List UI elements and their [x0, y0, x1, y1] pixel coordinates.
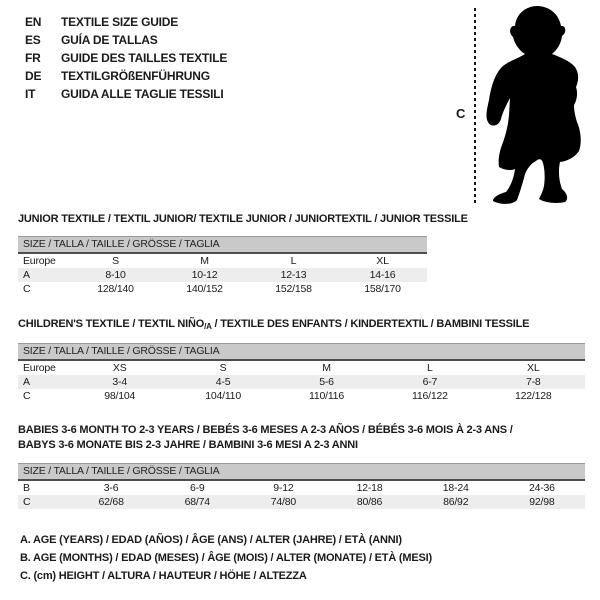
row-label: C	[23, 496, 31, 508]
language-code: ES	[25, 33, 41, 47]
title-line-2: BABYS 3-6 MONATE BIS 2-3 JAHRE / BAMBINI 3-6 MESI A 2-3 ANNI	[18, 438, 358, 451]
cell: 92/98	[529, 496, 555, 508]
footnote-b: B. AGE (MONTHS) / EDAD (MESES) / ÂGE (MOIS) / ALTER (MONATE) / ETÀ (MESI)	[20, 552, 432, 564]
footnote-c: C. (cm) HEIGHT / ALTURA / HAUTEUR / HÖHE / ALTEZZA	[20, 570, 307, 582]
cell: 128/140	[97, 283, 134, 295]
cell: 3-6	[103, 482, 119, 494]
cell: 80/86	[356, 496, 383, 508]
cell: 5-6	[319, 376, 334, 388]
cell: 12-18	[356, 482, 383, 494]
table-header-row	[18, 254, 427, 268]
children-size-table	[18, 343, 585, 403]
cell: 158/170	[364, 283, 401, 295]
row-label: A	[23, 269, 30, 281]
title-suffix: / TEXTILE DES ENFANTS / KINDERTEXTIL / BAMBINI TESSILE	[211, 318, 530, 330]
language-title: GUÍA DE TALLAS	[61, 33, 158, 47]
language-row-es	[25, 31, 227, 49]
table-row	[18, 495, 585, 509]
table-row	[18, 375, 585, 389]
title-prefix: CHILDREN'S TEXTILE / TEXTIL NIÑO	[18, 318, 205, 330]
col-header: S	[219, 362, 227, 374]
cell: 7-8	[525, 376, 541, 388]
language-row-it	[25, 85, 227, 103]
language-row-en	[25, 13, 227, 31]
cell: 12-13	[280, 269, 307, 281]
title-line-1: BABIES 3-6 MONTH TO 2-3 YEARS / BEBÉS 3-6 MESES A 2-3 AÑOS / BÉBÉS 3-6 MOIS À 2-3 ANS /	[18, 424, 513, 436]
table-row	[18, 282, 427, 296]
cell: 24-36	[528, 482, 555, 494]
row-label: C	[23, 390, 31, 402]
cell: 68/74	[184, 496, 210, 508]
cell: 8-10	[105, 269, 126, 281]
language-code: EN	[25, 15, 42, 29]
legend-footnotes	[20, 531, 432, 585]
language-row-fr	[25, 49, 227, 67]
baby-silhouette-icon	[482, 4, 598, 208]
cell: 116/122	[411, 390, 448, 402]
table-row	[18, 481, 585, 495]
language-title: TEXTILE SIZE GUIDE	[61, 15, 179, 29]
col-header: M	[322, 362, 331, 374]
col-header: M	[200, 255, 209, 267]
language-code: FR	[25, 51, 41, 65]
cell: 18-24	[442, 482, 469, 494]
language-title: TEXTILGRÖßENFÜHRUNG	[61, 69, 210, 83]
size-bar-children: SIZE / TALLA / TAILLE / GRÖSSE / TAGLIA	[18, 343, 585, 361]
col-header: Europe	[23, 255, 56, 267]
row-label: C	[23, 283, 31, 295]
section-title-babies	[18, 423, 513, 452]
height-measure-dotted-line	[474, 8, 476, 206]
cell: 140/152	[186, 283, 223, 295]
cell: 104/110	[205, 390, 241, 402]
cell: 152/158	[275, 283, 312, 295]
cell: 10-12	[191, 269, 218, 281]
baby-height-figure	[450, 0, 600, 212]
size-bar-babies: SIZE / TALLA / TAILLE / GRÖSSE / TAGLIA	[18, 463, 585, 481]
height-measure-label: C	[456, 106, 466, 121]
col-header: L	[290, 255, 297, 267]
col-header: XL	[527, 362, 540, 374]
language-title: GUIDE DES TAILLES TEXTILE	[61, 51, 228, 65]
title-subscript: /A	[204, 322, 212, 331]
cell: 110/116	[308, 390, 344, 402]
section-title-children	[18, 318, 529, 331]
row-label: A	[23, 376, 30, 388]
table-row	[18, 389, 585, 403]
col-header: S	[112, 255, 119, 267]
cell: 4-5	[215, 376, 231, 388]
language-title: GUIDA ALLE TAGLIE TESSILI	[61, 87, 224, 101]
col-header: L	[427, 362, 433, 374]
size-bar-junior: SIZE / TALLA / TAILLE / GRÖSSE / TAGLIA	[18, 236, 427, 254]
cell: 62/68	[98, 496, 124, 508]
col-header: Europe	[23, 362, 56, 374]
cell: 74/80	[270, 496, 297, 508]
section-title-junior: JUNIOR TEXTILE / TEXTIL JUNIOR/ TEXTILE JUNIOR / JUNIORTEXTIL / JUNIOR TESSILE	[18, 213, 468, 225]
babies-size-table	[18, 463, 585, 509]
table-header-row	[18, 361, 585, 375]
footnote-a: A. AGE (YEARS) / EDAD (AÑOS) / ÂGE (ANS) / ALTER (JAHRE) / ETÀ (ANNI)	[20, 534, 402, 546]
cell: 98/104	[104, 390, 136, 402]
language-code: DE	[25, 69, 42, 83]
cell: 6-9	[189, 482, 205, 494]
cell: 122/128	[515, 390, 552, 402]
table-row	[18, 268, 427, 282]
language-list	[25, 13, 227, 103]
row-label: B	[23, 482, 30, 494]
cell: 86/92	[443, 496, 469, 508]
language-code: IT	[25, 87, 36, 101]
cell: 9-12	[273, 482, 294, 494]
col-header: XS	[112, 362, 127, 374]
col-header: XL	[376, 255, 389, 267]
junior-size-table	[18, 236, 427, 296]
language-row-de	[25, 67, 227, 85]
cell: 14-16	[369, 269, 396, 281]
cell: 6-7	[422, 376, 438, 388]
cell: 3-4	[112, 376, 127, 388]
